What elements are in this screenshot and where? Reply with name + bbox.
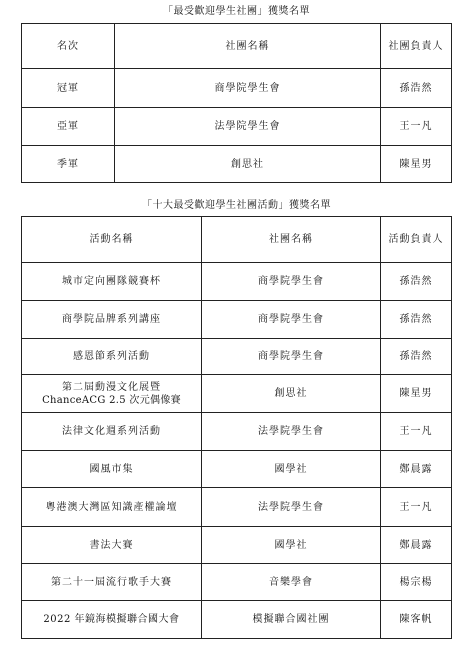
club-cell: 商學院學生會 [202,301,381,339]
table-row [22,413,452,451]
leader-cell: 王一凡 [381,413,452,451]
table-row [22,527,452,564]
table-row [22,339,452,375]
activity-cell: 城市定向團隊競賽杯 [22,263,202,301]
award1-title: 「最受歡迎學生社團」獲獎名單 [163,6,310,17]
rank-cell: 冠軍 [22,69,115,108]
activity-cell: 國風市集 [22,451,202,488]
club-cell: 商學院學生會 [115,69,381,108]
most-popular-club-table [21,23,452,183]
club-cell: 法學院學生會 [115,108,381,146]
leader-cell: 陳客帆 [381,601,452,639]
club-cell: 創思社 [115,146,381,183]
club-cell: 商學院學生會 [202,263,381,301]
activity-cell: 粵港澳大灣區知識產權論壇 [22,488,202,527]
activity-cell: 第二十一屆流行歌手大賽 [22,564,202,601]
header-club: 社團名稱 [115,24,381,69]
header-activity: 活動名稱 [22,217,202,263]
header-leader: 社團負責人 [381,24,452,69]
leader-cell: 孫浩然 [381,69,452,108]
table-row [22,375,452,413]
rank-cell: 季軍 [22,146,115,183]
table-row [22,301,452,339]
table-row [22,263,452,301]
activity-cell: 法律文化週系列活動 [22,413,202,451]
top-ten-activity-table [21,216,452,639]
leader-cell: 鄭晨露 [381,451,452,488]
header-leader: 活動負責人 [381,217,452,263]
table-row [22,69,452,108]
club-cell: 法學院學生會 [202,413,381,451]
leader-cell: 陳星男 [381,375,452,413]
club-cell: 國學社 [202,527,381,564]
table-row [22,146,452,183]
activity-cell: 2022 年鏡海模擬聯合國大會 [22,601,202,639]
club-cell: 法學院學生會 [202,488,381,527]
leader-cell: 王一凡 [381,108,452,146]
table-header-row [22,24,452,69]
activity-line: ChanceACG 2.5 次元偶像賽 [42,394,181,406]
award2-title: 「十大最受歡迎學生社團活動」獲獎名單 [142,200,331,211]
club-cell: 商學院學生會 [202,339,381,375]
leader-cell: 楊宗楊 [381,564,452,601]
table-row [22,488,452,527]
club-cell: 國學社 [202,451,381,488]
table-row [22,564,452,601]
table-row [22,601,452,639]
table-row [22,108,452,146]
rank-cell: 亞軍 [22,108,115,146]
header-club: 社團名稱 [202,217,381,263]
activity-line: 第二屆動漫文化展暨 [62,381,161,393]
club-cell: 音樂學會 [202,564,381,601]
club-cell: 創思社 [202,375,381,413]
table-row [22,451,452,488]
header-rank: 名次 [22,24,115,69]
leader-cell: 王一凡 [381,488,452,527]
activity-cell: 感恩節系列活動 [22,339,202,375]
leader-cell: 孫浩然 [381,339,452,375]
leader-cell: 孫浩然 [381,263,452,301]
activity-cell: 書法大賽 [22,527,202,564]
activity-cell [22,375,202,413]
table-header-row [22,217,452,263]
activity-cell: 商學院品牌系列講座 [22,301,202,339]
leader-cell: 陳星男 [381,146,452,183]
leader-cell: 鄭晨露 [381,527,452,564]
leader-cell: 孫浩然 [381,301,452,339]
club-cell: 模擬聯合國社團 [202,601,381,639]
